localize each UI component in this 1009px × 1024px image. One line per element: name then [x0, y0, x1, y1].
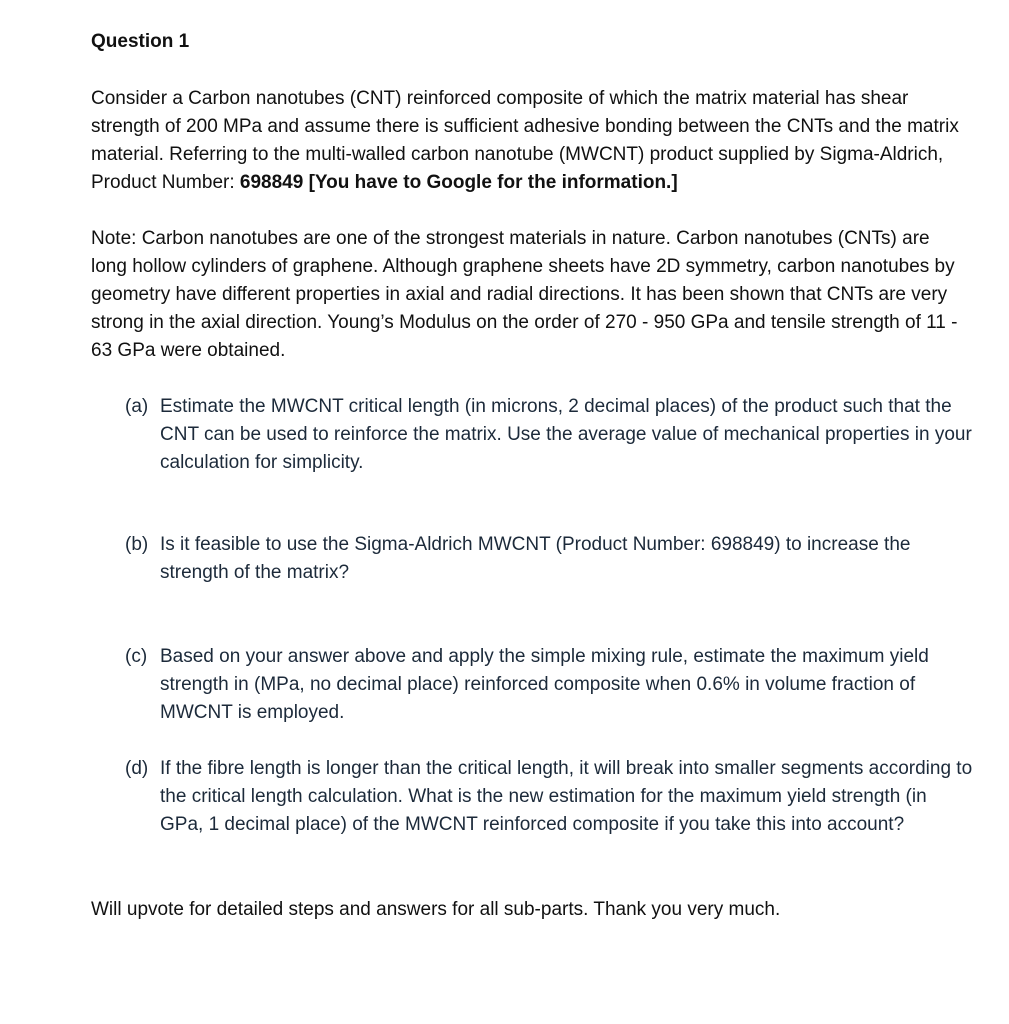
document-page [91, 28, 973, 943]
sub-question-b [125, 531, 975, 587]
sub-question-text: Based on your answer above and apply the simple mixing rule, estimate the maximum yield strength in (MPa, no decimal place) reinforced composite when 0.6% in volume fraction of MWCNT is employed. [160, 646, 929, 723]
intro-bold-text: 698849 [You have to Google for the information.] [239, 172, 678, 193]
sub-question-text: Is it feasible to use the Sigma-Aldrich MWCNT (Product Number: 698849) to increase the strength of the matrix? [160, 534, 911, 583]
sub-question-a [125, 393, 975, 477]
question-heading: Question 1 [91, 31, 190, 52]
note-paragraph: Note: Carbon nanotubes are one of the strongest materials in nature. Carbon nanotubes (CNTs) are long hollow cylinders of graphene. Although graphene sheets have 2D symmetry, carbon nanotubes by geometry have different properties in axial and radial directions. It has been shown that CNTs are very strong in the axial direction. Young’s Modulus on the order of 270 - 950 GPa and tensile strength of 11 - 63 GPa were obtained. [91, 228, 958, 361]
sub-question-text: Estimate the MWCNT critical length (in microns, 2 decimal places) of the product such that the CNT can be used to reinforce the matrix. Use the average value of mechanical properties in your calculation for simplicity. [160, 396, 972, 473]
sub-question-label: (b) [125, 534, 149, 555]
sub-question-label: (d) [125, 758, 149, 779]
sub-question-label: (a) [125, 396, 149, 417]
sub-question-text: If the fibre length is longer than the critical length, it will break into smaller segments according to the critical length calculation. What is the new estimation for the maximum yield strength (in GPa, 1 decimal place) of the MWCNT reinforced composite if you take this into account? [160, 758, 973, 835]
intro-paragraph [91, 85, 961, 197]
sub-question-d [125, 755, 975, 839]
sub-questions [125, 393, 975, 839]
closing-text: Will upvote for detailed steps and answers for all sub-parts. Thank you very much. [91, 899, 781, 920]
sub-question-c [125, 643, 975, 727]
intro-text: Consider a Carbon nanotubes (CNT) reinforced composite of which the matrix material has shear strength of 200 MPa and assume there is sufficient adhesive bonding between the CNTs and the matrix material. Referring to the multi-walled carbon nanotube (MWCNT) product supplied by Sigma-Aldrich, Product Number: [91, 88, 959, 193]
sub-question-label: (c) [125, 646, 148, 667]
